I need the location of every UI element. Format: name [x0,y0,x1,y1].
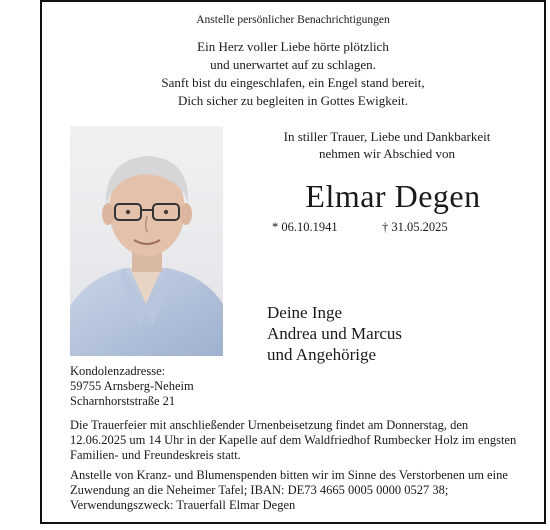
poem-line: Dich sicher zu begleiten in Gottes Ewigkeit. [178,93,408,108]
birth-date: * 06.10.1941 [272,220,338,234]
address-line: Scharnhorststraße 21 [70,394,176,408]
address-line: Kondolenzadresse: [70,364,166,378]
survivor-line: und Angehörige [267,345,377,364]
condolence-address [70,364,194,409]
poem-line: Ein Herz voller Liebe hörte plötzlich [197,39,389,54]
poem [42,38,544,110]
mourning-line: In stiller Trauer, Liebe und Dankbarkeit [283,129,491,144]
portrait-illustration [70,126,223,356]
survivor-line: Andrea und Marcus [267,324,403,343]
death-date: † 31.05.2025 [382,220,448,234]
portrait-photo [70,126,223,356]
obituary-notice [40,0,546,524]
mourning-line: nehmen wir Abschied von [318,146,456,161]
survivor-line: Deine Inge [267,303,343,322]
intro-text: Anstelle persönlicher Benachrichtigungen [196,14,390,26]
donation-info: Anstelle von Kranz- und Blumenspenden bitten wir im Sinne des Verstorbenen um eine Zuwendung an die Neheimer Tafel; IBAN: DE73 4665 0005 0000 0527 38; Verwendungszweck: Trauerfall Elmar Degen [70,468,508,512]
survivors [267,302,402,365]
mourning-text [252,128,522,162]
address-line: 59755 Arnsberg-Neheim [70,379,194,393]
deceased-name: Elmar Degen [305,178,481,214]
poem-line: Sanft bist du eingeschlafen, ein Engel stand bereit, [161,75,425,90]
poem-line: und unerwartet auf zu schlagen. [210,57,376,72]
funeral-info: Die Trauerfeier mit anschließender Urnenbeisetzung findet am Donnerstag, den 12.06.2025 um 14 Uhr in der Kapelle auf dem Waldfriedhof Rumbecker Holz im engsten Familien- und Freundeskreis statt. [70,418,517,462]
